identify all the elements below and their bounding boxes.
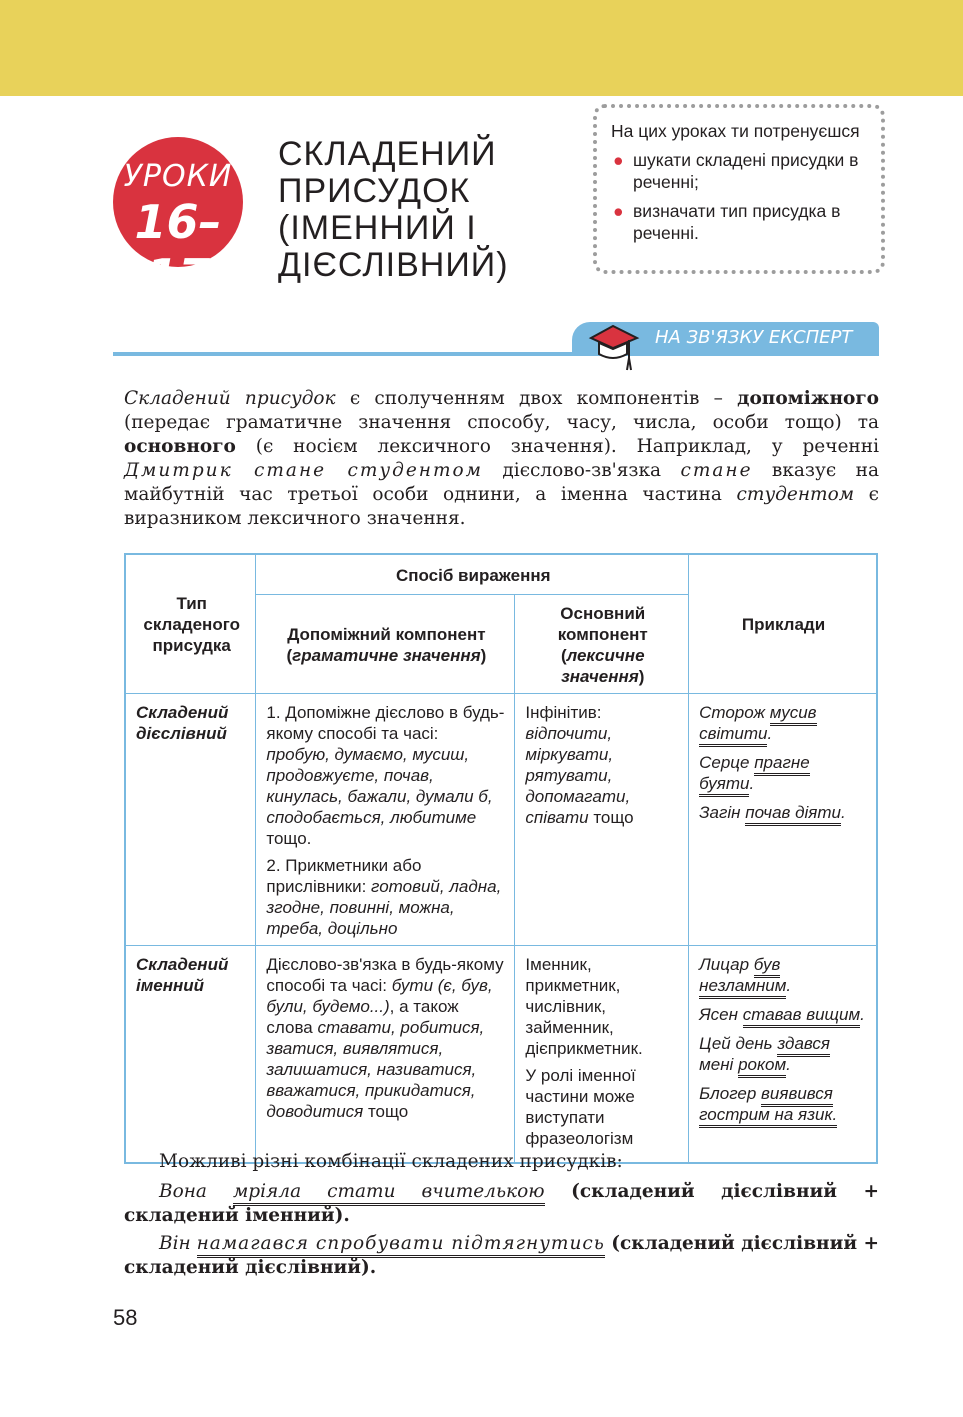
example: Серце прагне буяти. (699, 752, 868, 794)
combination-example-2: Він намагався спробувати підтягнутись (складений дієслівний + складений дієслівний). (124, 1233, 880, 1278)
example: Лицар був незламним. (699, 954, 868, 996)
combinations-intro: Можливі різні комбінації складених присудків: (159, 1151, 623, 1172)
header-main: Основний компонент (лексичне значення) (515, 594, 689, 693)
row2-main: Іменник, прикметник, числівник, займенник, дієприкметник. У ролі іменної частини може виступати фразеологізм (515, 945, 689, 1163)
example: Цей день здався мені роком. (699, 1033, 868, 1075)
row1-type: Складений дієслівний (125, 693, 256, 945)
example: Блогер виявився гострим на язик. (699, 1083, 868, 1125)
example: Ясен ставав вищим. (699, 1004, 868, 1025)
lesson-badge (113, 137, 243, 303)
example: Сторож мусив світити. (699, 702, 868, 744)
header-examples: Приклади (689, 554, 877, 693)
badge-label: УРОКИ (123, 159, 233, 194)
page-number: 58 (113, 1305, 138, 1330)
header-type: Тип складеного присудка (125, 554, 256, 693)
goals-intro: На цих уроках ти потренуєшся (611, 121, 860, 141)
top-color-bar (0, 0, 963, 96)
lesson-goals-box (593, 104, 885, 274)
header-aux: Допоміжний компонент (граматичне значення) (256, 594, 515, 693)
row2-type: Складений іменний (125, 945, 256, 1163)
bullet-icon: ● (613, 150, 624, 170)
goal-item: ● визначати тип присудка в реченні. (613, 201, 841, 243)
combination-example-1: Вона мріяла стати вчителькою (складений дієслівний + складений іменний). (124, 1181, 879, 1226)
intro-paragraph: Складений присудок є сполученням двох компонентів – допоміжного (передає граматичне значення способу, часу, числа, особи тощо) та основного (є носієм лексичного значення). Наприклад, у реченні Дмитрик стане студентом дієслово-зв'язка стане вказує на майбутній час третьої особи однини, а іменна частина студентом є виразником лексичного значення. (124, 388, 880, 529)
predicate-types-table (124, 553, 878, 1164)
example: Загін почав діяти. (699, 802, 868, 823)
row2-examples (689, 945, 877, 1163)
goal-item: ● шукати складені присудки в реченні; (613, 150, 859, 192)
badge-number: 16–17 (134, 195, 222, 303)
expert-label: НА ЗВ'ЯЗКУ ЕКСПЕРТ (655, 327, 853, 348)
bullet-icon: ● (613, 201, 624, 221)
row1-main: Інфінітив: відпочити, міркувати, рятувати, допомагати, співати тощо (515, 693, 689, 945)
row1-examples (689, 693, 877, 945)
graduation-cap-icon (583, 318, 643, 372)
row2-aux: Дієслово-зв'язка в будь-якому способі та часі: бути (є, був, були, будемо...), а також слова ставати, робитися, зватися, виявлятися, залишатися, називатися, вважатися, прикидатися, доводитися тощо (256, 945, 515, 1163)
header-means: Спосіб вираження (256, 554, 689, 594)
row1-aux: 1. Допоміжне дієслово в будь-якому способі та часі: пробую, думаємо, мусиш, продовжуєте, почав, кинулась, бажали, думали б, сподобається, любитиме тощо. 2. Прикметники або прислівники: готовий, ладна, згодне, повинні, можна, треба, доцільно (256, 693, 515, 945)
lesson-title: СКЛАДЕНИЙ ПРИСУДОК (ІМЕННИЙ І ДІЄСЛІВНИЙ) (278, 135, 509, 284)
